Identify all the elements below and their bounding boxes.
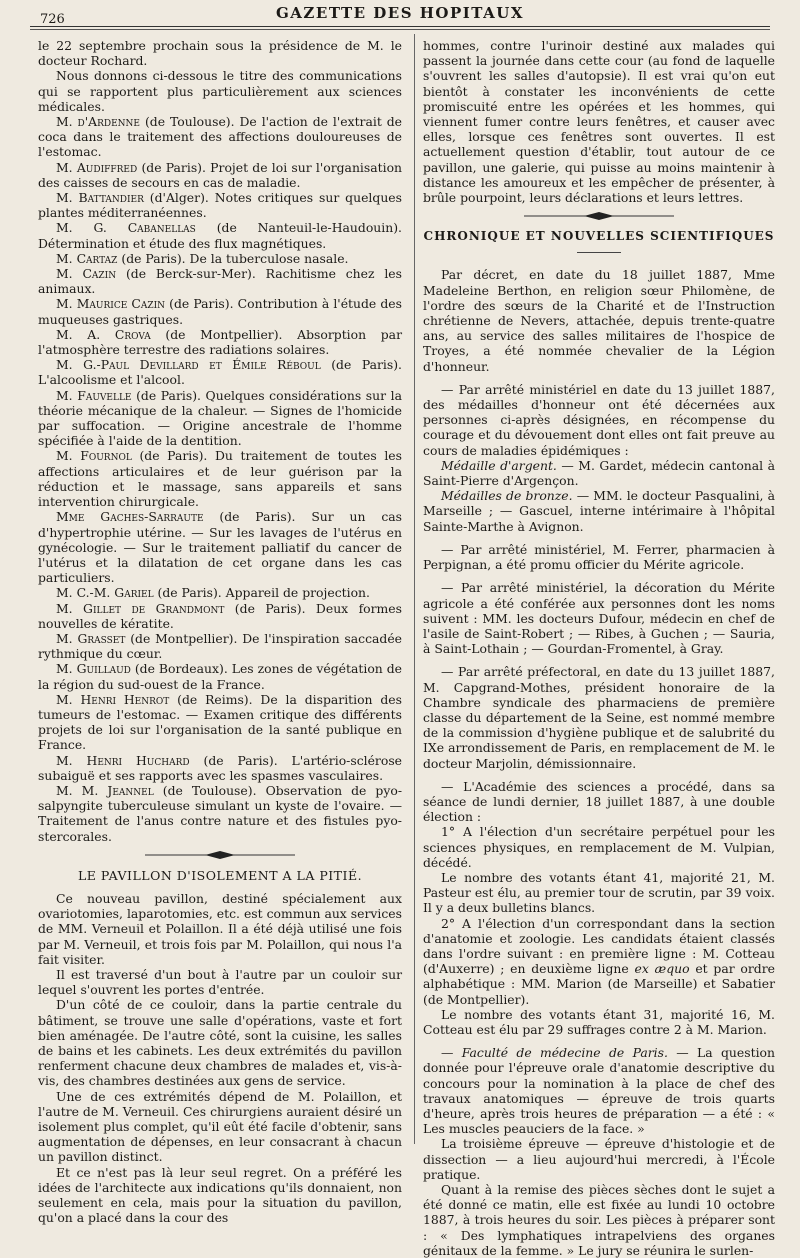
page-header xyxy=(30,4,770,26)
paragraph: Il est traversé d'un bout à l'autre par un couloir sur lequel s'ouvrent les portes d'entrée. xyxy=(38,966,402,998)
paragraph: hommes, contre l'urinoir destiné aux malades qui passent la journée dans cette cour (au fond de laquelle s'ouvrent les salles d'autopsie). Il est vrai qu'on eut bientôt à constater les inconvénients de cette promiscuité entre les opérées et les hommes, qui viennent fumer contre leurs fenêtres, et causer avec elles, lorsque ces fenêtres sont ouvertes. Il est actuellement question d'établir, tout autour de ce pavillon, une galerie, qui puisse au moins maintenir à distance les amoureux et les empêcher de présenter, à brûle pourpoint, leurs déclarations et leurs lettres. xyxy=(423,38,775,206)
author-name: M. d'Ardenne xyxy=(56,114,141,130)
paragraph-text: — M. Gardet, médecin cantonal à Saint-Pierre d'Argençon. xyxy=(423,457,775,489)
paragraph: — L'Académie des sciences a procédé, dans sa séance de lundi dernier, 18 juillet 1887, à une double élection : xyxy=(423,778,775,825)
paragraph: — Par arrêté ministériel, M. Ferrer, pharmacien à Perpignan, a été promu officier du Mérite agricole. xyxy=(423,541,775,573)
column-divider xyxy=(414,34,415,1144)
paragraph: D'un côté de ce couloir, dans la partie centrale du bâtiment, se trouve une salle d'opérations, vaste et fort bien aménagée. De l'autre côté, sont la cuisine, les salles de bains et les cabinets. Les deux extrémités du pavillon renferment chacune deux chambres de malades et, vis-à-vis, des chambres destinées aux gens de service. xyxy=(38,997,402,1089)
paragraph: 1° A l'élection d'un secrétaire perpétuel pour les sciences physiques, en remplacement de M. Vulpian, décédé. xyxy=(423,824,775,870)
author-name: M. Henri Huchard xyxy=(56,752,190,768)
list-item xyxy=(38,357,402,387)
paragraph: Une de ces extrémités dépend de M. Polaillon, et l'autre de M. Verneuil. Ces chirurgiens auraient désiré un isolement plus complet, qu'il eût été facile d'obtenir, sans augmentation de dépenses, en leur consacrant à chacun un pavillon distinct. xyxy=(38,1088,402,1165)
latin-phrase: ex æquo xyxy=(634,961,690,977)
author-name: M. Gillet de Grandmont xyxy=(56,600,225,616)
author-name: M. Maurice Cazin xyxy=(56,296,166,312)
paragraph: — Par arrêté ministériel, la décoration du Mérite agricole a été conférée aux personnes dont les noms suivent : MM. les docteurs Dufour, médecin en chef de l'asile de Saint-Robert ; — Ribes, à Guchen ; — Sauria, à Saint-Lothain ; — Gourdan-Fromentel, à Gray. xyxy=(423,580,775,657)
author-name: M. Grasset xyxy=(56,630,126,646)
paragraph: La troisième épreuve — épreuve d'histologie et de dissection — a lieu aujourd'hui mercredi, à l'École pratique. xyxy=(423,1136,775,1182)
list-item xyxy=(38,448,402,509)
paragraph: Nous donnons ci-dessous le titre des communications qui se rapportent plus particulièrement aux sciences médicales. xyxy=(38,68,402,114)
right-column xyxy=(423,38,775,1258)
item-text: (de Toulouse). Observation de pyo-salpyngite tuberculeuse simulant un kyste de l'ovaire. — Traitement de l'anus contre nature et des fistules pyo-stercorales. xyxy=(38,782,402,844)
author-name: M. Guillaud xyxy=(56,661,131,677)
list-item xyxy=(38,190,402,220)
item-text: (de Reims). De la disparition des tumeurs de l'estomac. — Examen critique des différents projets de loi sur l'organisation de la santé publique en France. xyxy=(38,691,402,753)
author-name: M. C.-M. Gariel xyxy=(56,585,154,601)
section-title: CHRONIQUE ET NOUVELLES SCIENTIFIQUES xyxy=(423,229,775,244)
header-rule xyxy=(30,26,770,27)
paragraph: le 22 septembre prochain sous la présidence de M. le docteur Rochard. xyxy=(38,38,402,69)
item-text: (de Paris). Projet de loi sur l'organisation des caisses de secours en cas de maladie. xyxy=(38,159,403,190)
list-item xyxy=(38,783,402,844)
paragraph xyxy=(423,458,775,488)
author-name: M. Fournol xyxy=(56,448,132,464)
author-name: M. Cartaz xyxy=(56,250,118,266)
paragraph-text: — MM. le docteur Pasqualini, à Marseille ; — Gascuel, interne intérimaire à l'hôpital Sainte-Marthe à Avignon. xyxy=(423,488,776,534)
list-item xyxy=(38,160,402,190)
list-item xyxy=(38,753,402,783)
item-text: (de Nanteuil-le-Haudouin). Détermination et étude des flux magnétiques. xyxy=(38,220,402,251)
author-name: M. G. Cabanellas xyxy=(56,220,196,236)
item-text: (de Berck-sur-Mer). Rachitisme chez les animaux. xyxy=(38,266,402,297)
list-item xyxy=(38,661,402,691)
section-title: LE PAVILLON D'ISOLEMENT A LA PITIÉ. xyxy=(77,867,363,883)
item-text: (de Bordeaux). Les zones de végétation de la région du sud-ouest de la France. xyxy=(38,661,402,692)
item-text: (de Paris). Quelques considérations sur la théorie mécanique de la chaleur. — Signes de l'homicide par suffocation. — Origine ancestrale de l'homme spécifiée à l'aide de la dentition. xyxy=(38,387,402,449)
list-item xyxy=(38,251,402,266)
author-name: M. G.-Paul Devillard et Émile Réboul xyxy=(56,357,321,373)
page-number: 726 xyxy=(40,12,65,27)
paragraph: Quant à la remise des pièces sèches dont le sujet a été donné ce matin, elle est fixée au lundi 10 octobre 1887, à trois heures du soir. Les pièces à préparer sont : « Des lymphatiques intrapelviens des organes génitaux de la femme. » Le jury se réunira le surlen- xyxy=(423,1182,775,1258)
item-text: (de Paris). Deux formes nouvelles de kératite. xyxy=(38,600,402,631)
faculty-label: — Faculté de médecine de Paris. xyxy=(441,1045,668,1061)
author-name: M. Fauvelle xyxy=(56,387,132,403)
list-item xyxy=(38,266,402,296)
header-rule-thin xyxy=(30,29,770,30)
item-text: (de Paris). Sur un cas d'hypertrophie utérine. — Sur les lavages de l'utérus en gynécologie. — Sur le traitement palliatif du cancer de l'utérus et la dilatation de cet organe dans les cas particuliers. xyxy=(38,509,403,586)
paragraph: — Par arrêté préfectoral, en date du 13 juillet 1887, M. Capgrand-Mothes, président honoraire de la Chambre syndicale des pharmaciens de première classe du département de la Seine, est nommé membre de la commission d'hygiène publique et de salubrité du IXe arrondissement de Paris, en remplacement de M. le docteur Marjolin, démissionnaire. xyxy=(423,664,775,771)
author-name: M. Battandier xyxy=(56,190,144,206)
item-text: (de Paris). Contribution à l'étude des muqueuses gastriques. xyxy=(38,296,402,327)
medal-label: Médaille d'argent. xyxy=(441,457,557,473)
list-item xyxy=(38,296,402,326)
paragraph: — Par arrêté ministériel en date du 13 juillet 1887, des médailles d'honneur ont été décernées aux personnes ci-après désignées, en récompense du courage et du dévouement dont elles ont fait preuve au cours de maladies épidémiques : xyxy=(423,381,775,458)
list-item xyxy=(38,509,402,585)
list-item xyxy=(38,585,402,600)
author-name: M. A. Crova xyxy=(56,326,151,342)
journal-title: GAZETTE DES HOPITAUX xyxy=(275,4,524,22)
paragraph-text: — La question donnée pour l'épreuve orale d'anatomie descriptive du concours pour la nomination à la place de chef des travaux anatomiques — épreuve de trois quarts d'heure, après trois heures de préparation — a été : « Les muscles peauciers de la face. » xyxy=(423,1045,775,1137)
list-item xyxy=(38,601,402,631)
title-rule xyxy=(577,252,621,253)
item-text: (d'Alger). Notes critiques sur quelques plantes méditerranéennes. xyxy=(38,190,402,221)
author-name: Mme Gaches-Sarraute xyxy=(56,509,204,525)
paragraph: Par décret, en date du 18 juillet 1887, Mme Madeleine Berthon, en religion sœur Philomène, de l'ordre des sœurs de la Charité et de l'Instruction chrétienne de Nevers, attachée, depuis trente-quatre ans, au service des salles militaires de l'hospice de Troyes, a été nommée chevalier de la Légion d'honneur. xyxy=(423,267,775,374)
item-text: (de Paris). Appareil de projection. xyxy=(153,585,370,601)
list-item xyxy=(38,692,402,753)
paragraph: Ce nouveau pavillon, destiné spécialement aux ovariotomies, laparotomies, etc. est commun aux services de MM. Verneuil et Polaillon. Il a été déjà utilisé une fois par M. Verneuil, et trois fois par M. Polaillon, qui nous l'a fait visiter. xyxy=(38,890,402,967)
author-name: M. M. Jeannel xyxy=(56,782,154,798)
list-item xyxy=(38,114,402,160)
section-ornament xyxy=(145,850,295,860)
list-item xyxy=(38,220,402,250)
item-text: (de Montpellier). Absorption par l'atmosphère terrestre des radiations solaires. xyxy=(38,326,402,358)
paragraph: Et ce n'est pas là leur seul regret. On a préféré les idées de l'architecte aux indications qu'ils donnaient, non seulement en cela, mais pour la situation du pavillon, qu'on a placé dans la cour des xyxy=(38,1164,402,1226)
paragraph-text: 2° A l'élection d'un correspondant dans la section d'anatomie et zoologie. Les candidats étaient classés dans l'ordre suivant : en première ligne : M. Cotteau (d'Auxerre) ; en deuxième ligne xyxy=(423,915,775,977)
paragraph xyxy=(423,916,775,1007)
item-text: (de Paris). L'alcoolisme et l'alcool. xyxy=(38,357,402,388)
paragraph: Le nombre des votants étant 31, majorité 16, M. Cotteau est élu par 29 suffrages contre 2 à M. Marion. xyxy=(423,1006,775,1037)
author-name: M. Audiffred xyxy=(56,159,138,175)
medal-label: Médailles de bronze. xyxy=(441,488,573,504)
paragraph xyxy=(423,1045,775,1136)
paragraph xyxy=(423,488,775,534)
list-item xyxy=(38,631,402,661)
section-ornament xyxy=(524,211,674,221)
left-column xyxy=(38,38,402,1225)
list-item xyxy=(38,327,402,357)
list-item xyxy=(38,388,402,449)
paragraph: Le nombre des votants étant 41, majorité 21, M. Pasteur est élu, au premier tour de scrutin, par 39 voix. Il y a deux bulletins blancs. xyxy=(423,869,775,916)
author-name: M. Henri Henrot xyxy=(56,691,170,707)
item-text: (de Paris). De la tuberculose nasale. xyxy=(117,250,349,266)
item-text: (de Toulouse). De l'action de l'extrait de coca dans le traitement des affections douloureuses de l'estomac. xyxy=(38,114,402,160)
item-text: (de Paris). L'artério-sclérose subaiguë et ses rapports avec les spasmes vasculaires. xyxy=(38,752,403,783)
item-text: (de Montpellier). De l'inspiration saccadée rythmique du cœur. xyxy=(38,630,403,662)
author-name: M. Cazin xyxy=(56,266,117,282)
item-text: (de Paris). Du traitement de toutes les affections articulaires et de leur guérison par la réduction et le massage, sans appareils et sans intervention chirurgicale. xyxy=(38,448,402,510)
paragraph-text: et par ordre alphabétique : MM. Marion (de Marseille) et Sabatier (de Montpellier). xyxy=(423,961,775,1007)
